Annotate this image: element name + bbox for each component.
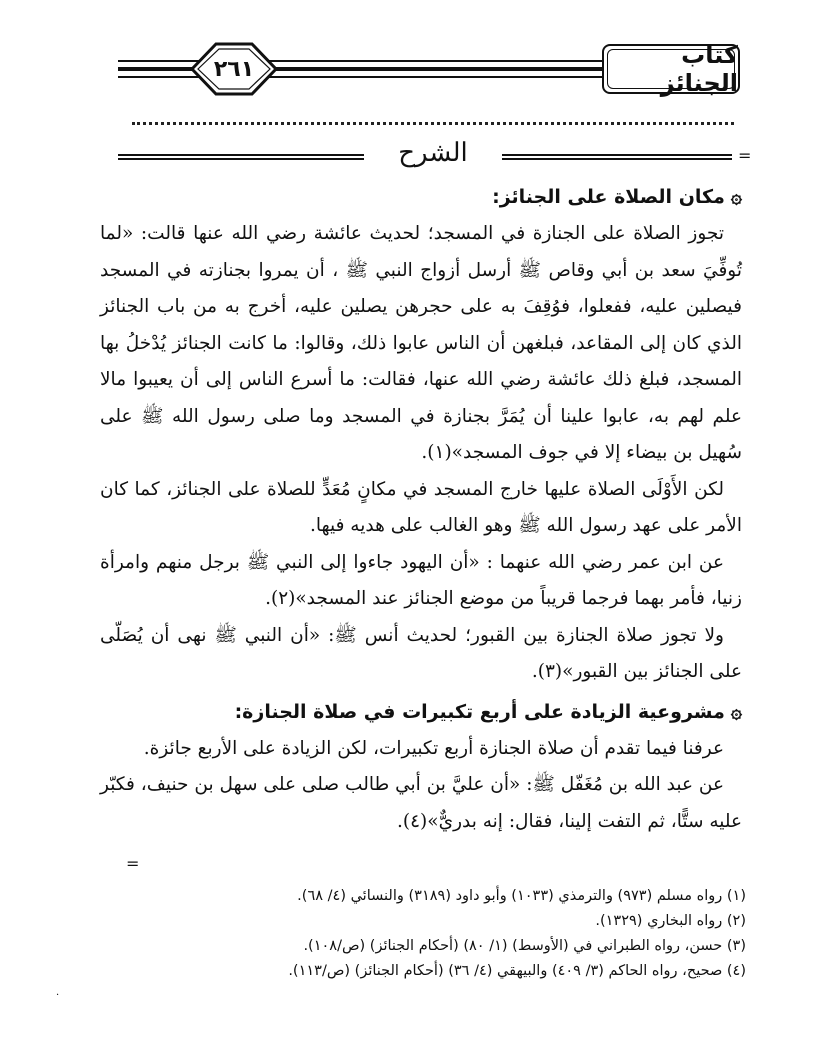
- section-heading-2-text: مشروعية الزيادة على أربع تكبيرات في صلاة الجنازة:: [234, 700, 725, 723]
- star-bullet-icon: ۞: [730, 186, 742, 208]
- page-number-badge: [186, 40, 282, 98]
- section-heading-1-text: مكان الصلاة على الجنائز:: [492, 186, 725, 208]
- chapter-title-box: [602, 41, 740, 97]
- paragraph: عن ابن عمر رضي الله عنهما : «أن اليهود جاءوا إلى النبي ﷺ برجل منهم وامرأة زنيا، فأمر بهما فرجما قريباً من موضع الجنائز عند المسجد»(٢).: [100, 551, 742, 609]
- footnotes: [180, 884, 746, 984]
- paragraph: عن عبد الله بن مُغَفّل ﷺ: «أن عليَّ بن أبي طالب صلى على سهل بن حنيف، فكبّر عليه ستًّا، ثم التفت إلينا، فقال: إنه بدريٌّ»(٤).: [100, 774, 742, 832]
- footnote-separator-mark-icon: =: [126, 854, 140, 873]
- footnote-2: (٢) رواه البخاري (١٣٢٩).: [595, 913, 746, 929]
- page-header: [118, 38, 740, 108]
- dotted-separator: [132, 122, 734, 125]
- paragraph: تجوز الصلاة على الجنازة في المسجد؛ لحديث عائشة رضي الله عنها قالت: «لما تُوفِّيَ سعد بن أبي وقاص ﷺ أرسل أزواج النبي ﷺ ، أن يمروا بجنازته في المسجد فيصلين عليه، ففعلوا، فوُقِفَ به على حجرهن يصلين عليه، أخرج به من باب الجنائز الذي كان إلى المقاعد، فبلغهن أن الناس عابوا ذلك، وقالوا: ما كانت الجنائز يُدْخلُ بها المسجد، فبلغ ذلك عائشة رضي الله عنها، فقالت: ما أسرع الناس إلى أن يعيبوا مالا علم لهم به، عابوا علينا أن يُمَرَّ بجنازة في المسجد وما صلى رسول الله ﷺ على سُهيل بن بيضاء إلا في جوف المسجد»(١).: [100, 223, 742, 463]
- paragraph: ولا تجوز صلاة الجنازة بين القبور؛ لحديث أنس ﷺ: «أن النبي ﷺ نهى أن يُصَلّى على الجنائز بين القبور»(٣).: [100, 624, 742, 682]
- margin-mark-icon: =: [738, 146, 752, 165]
- footnote-1: (١) رواه مسلم (٩٧٣) والترمذي (١٠٣٣) وأبو داود (٣١٨٩) والنسائي (٤/ ٦٨).: [297, 888, 746, 904]
- section-title-bar: [118, 138, 752, 176]
- section-heading-1: [100, 182, 742, 212]
- star-bullet-icon: ۞: [730, 700, 742, 723]
- margin-dot-icon: ·: [56, 990, 60, 1001]
- section-title: الشرح: [398, 138, 468, 168]
- section-rule-right: [502, 154, 732, 160]
- paragraph: عرفنا فيما تقدم أن صلاة الجنازة أربع تكبيرات، لكن الزيادة على الأربع جائزة.: [143, 737, 724, 759]
- chapter-title: كتاب الجنائز: [660, 41, 738, 97]
- footnote-4: (٤) صحيح، رواه الحاكم (٣/ ٤٠٩) والبيهقي (٤/ ٣٦) (أحكام الجنائز) (ص/١١٣).: [288, 963, 746, 979]
- section-rule-left: [118, 154, 364, 160]
- section-heading-2: [100, 697, 742, 727]
- footnote-3: (٣) حسن، رواه الطبراني في (الأوسط) (١/ ٨٠) (أحكام الجنائز) (ص/١٠٨).: [303, 938, 746, 954]
- paragraph: لكن الأَوْلَى الصلاة عليها خارج المسجد في مكانٍ مُعَدٍّ للصلاة على الجنائز، كما كان الأمر على عهد رسول الله ﷺ وهو الغالب على هديه فيها.: [100, 478, 742, 536]
- page-number: ٢٦١: [213, 56, 255, 82]
- main-text: [100, 176, 742, 840]
